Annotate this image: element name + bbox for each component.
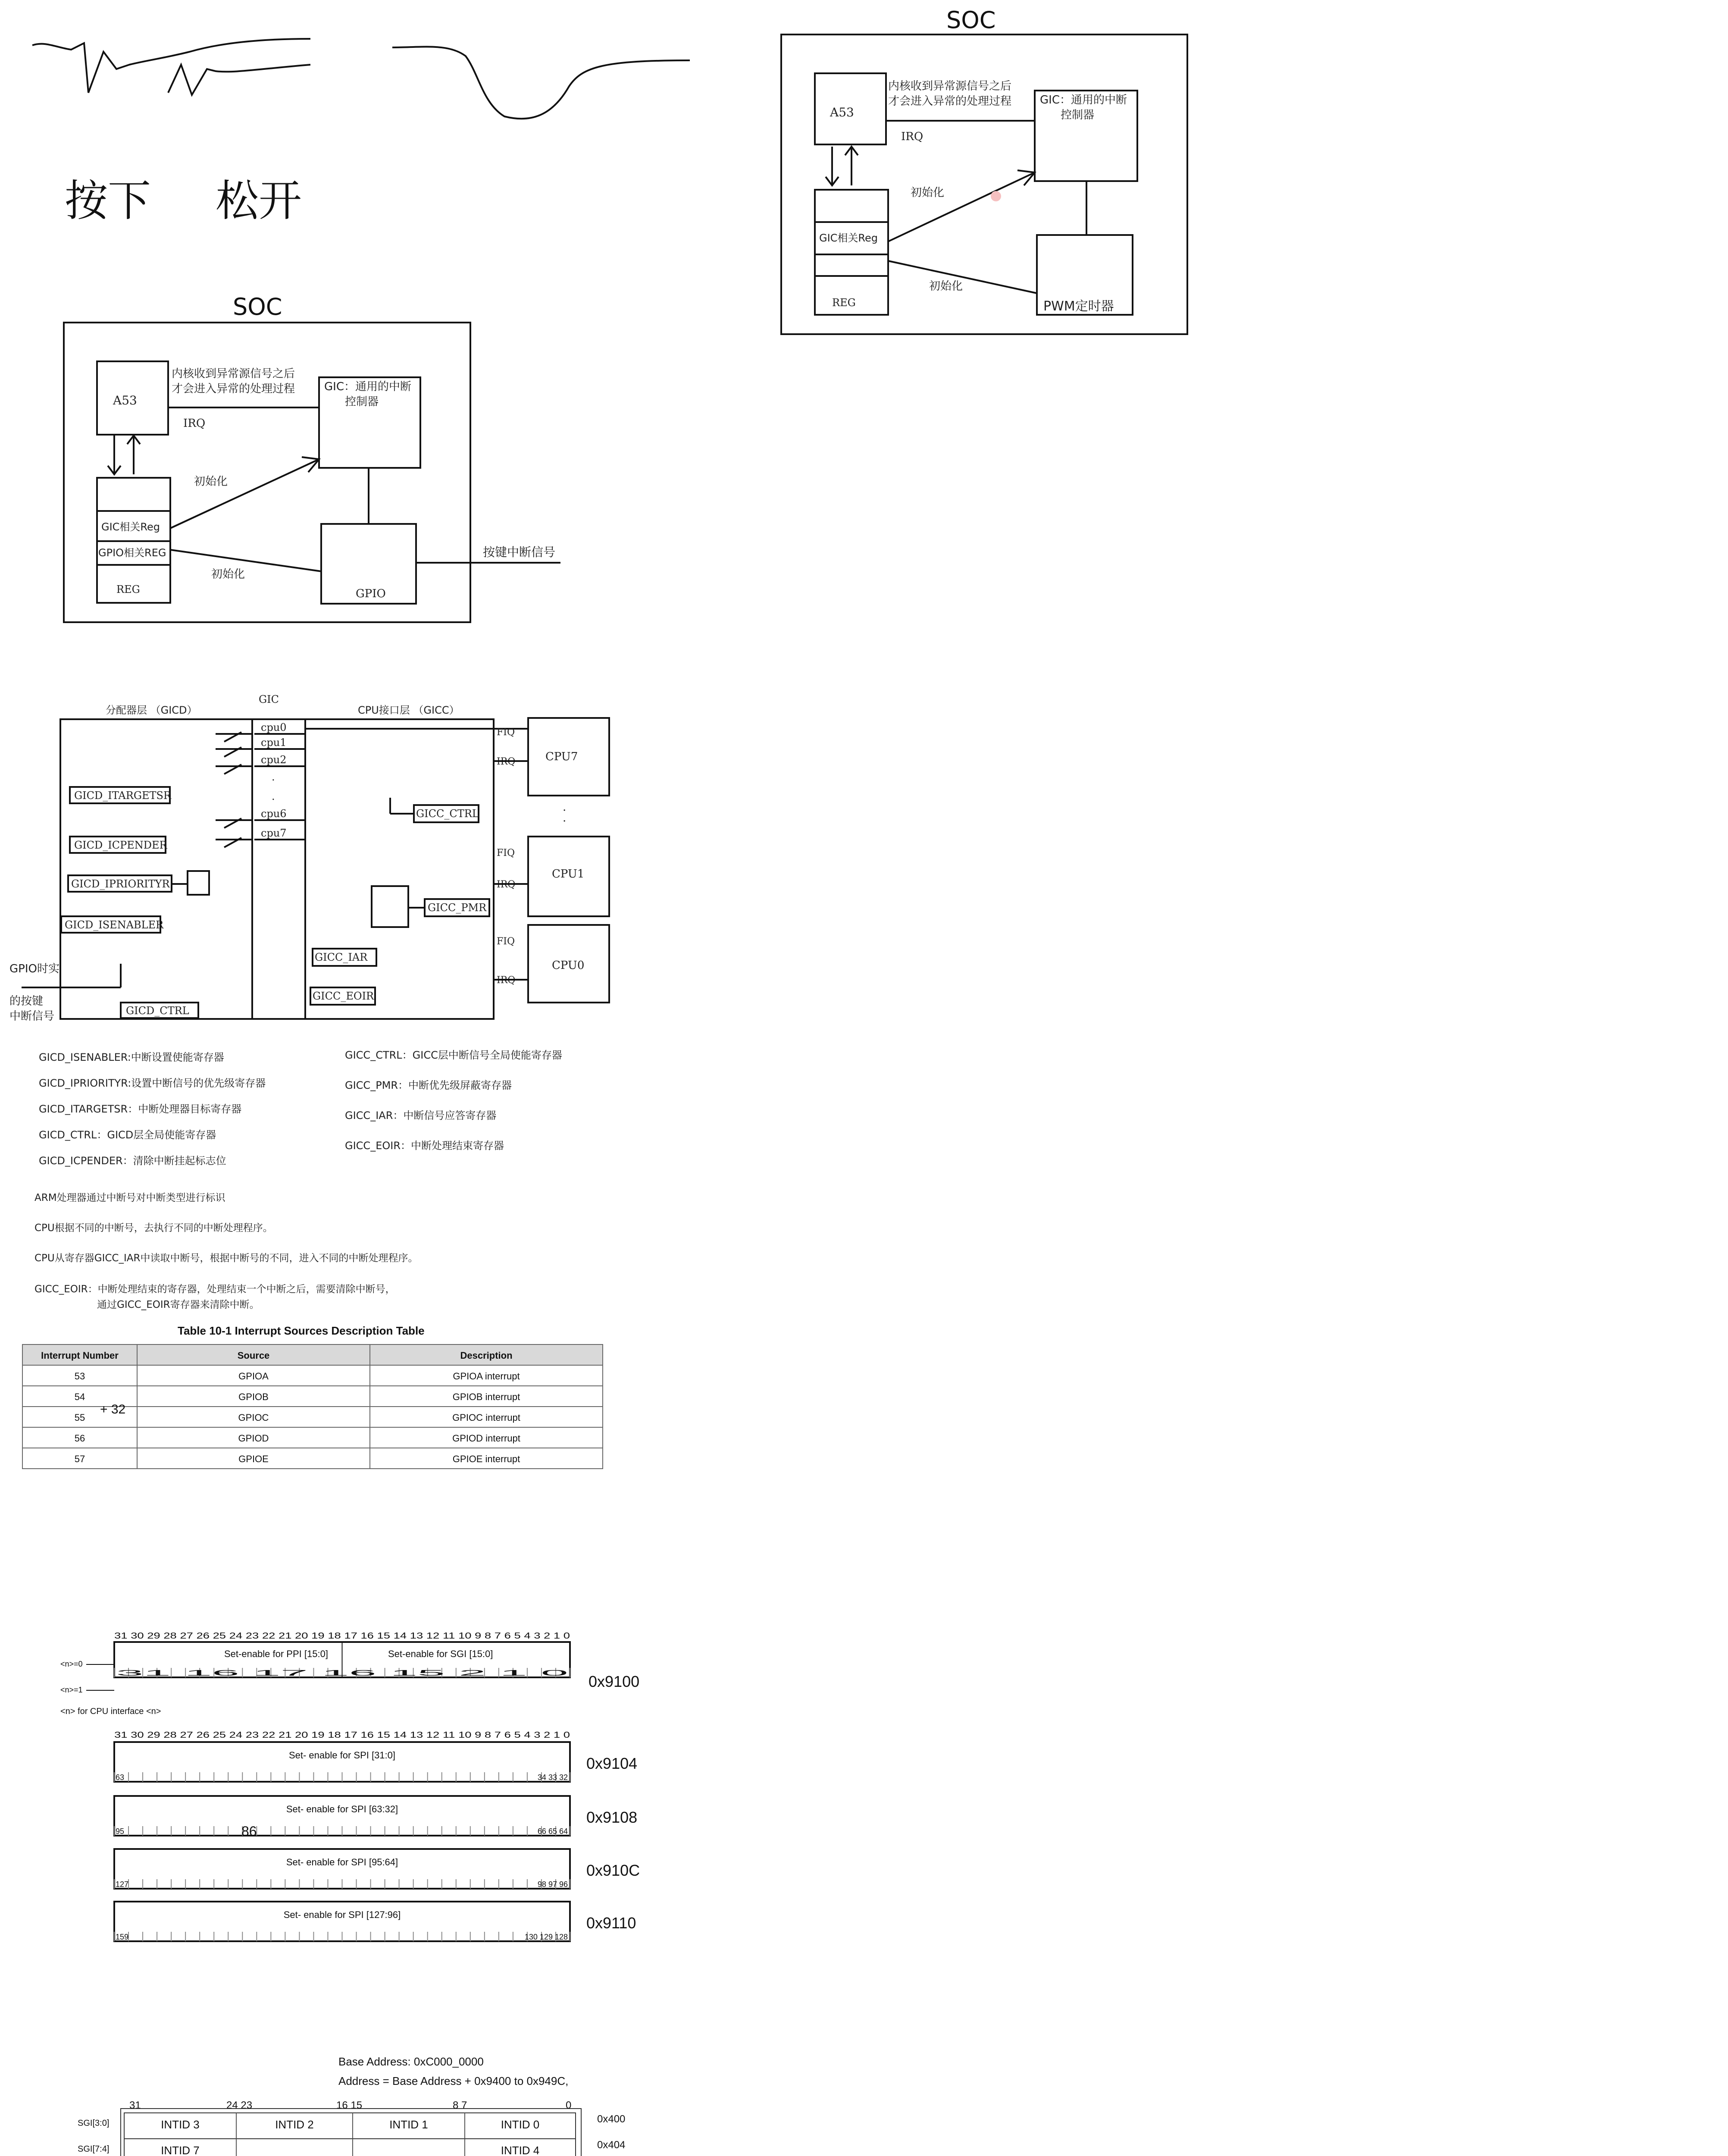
table-cell: GPIOC — [238, 1412, 269, 1423]
spi-address: 0x910C — [586, 1861, 640, 1879]
gic-label-2: 控制器 — [345, 395, 379, 408]
note-1: CPU根据不同的中断号，去执行不同的中断处理程序。 — [34, 1222, 273, 1234]
gicc-pmr: GICC_PMR — [428, 902, 487, 914]
n1-label: <n>=1 — [60, 1686, 83, 1694]
irq-label: IRQ — [183, 417, 206, 430]
def-left-2: GICD_ITARGETSR：中断处理器目标寄存器 — [39, 1103, 242, 1115]
table-cell: GPIOE — [238, 1454, 269, 1464]
key-waveform — [32, 39, 690, 119]
header-cell: Description — [460, 1350, 513, 1361]
bit-label: 31 — [129, 2100, 141, 2111]
table-cell: GPIOB interrupt — [452, 1391, 520, 1402]
note-line-1: 内核收到异常源信号之后 — [172, 367, 295, 380]
row-name: SGI[7:4] — [78, 2144, 110, 2154]
spi-low-bit: 127 — [116, 1880, 129, 1889]
gpio-reg: GPIO相关REG — [98, 547, 166, 559]
gicc-iar: GICC_IAR — [315, 951, 368, 963]
note-3: GICC_EOIR：中断处理结束的寄存器，处理结束一个中断之后，需要清除中断号， — [34, 1284, 395, 1295]
table-cell: GPIOC interrupt — [452, 1412, 520, 1423]
table-cell: 53 — [74, 1371, 85, 1382]
spi-label: Set- enable for SPI [63:32] — [286, 1804, 398, 1814]
gpio-source-2: 的按键 — [9, 995, 44, 1008]
gic-label-1: GIC：通用的中断 — [324, 380, 411, 393]
init-label-1: 初始化 — [911, 186, 945, 199]
cpu-bus-label: cpu1 — [261, 736, 287, 749]
note-4: 通过GICC_EOIR寄存器来清除中断。 — [97, 1299, 260, 1310]
press-label: 按下 — [65, 175, 151, 226]
n0-label: <n>=0 — [60, 1660, 83, 1668]
address-0x9100: 0x9100 — [589, 1673, 640, 1690]
gicd-icpender: GICD_ICPENDER — [74, 839, 167, 851]
cpu-interface-label: <n> for CPU interface <n> — [60, 1707, 161, 1716]
header-cell: Source — [237, 1350, 270, 1361]
def-left-3: GICD_CTRL：GICD层全局使能寄存器 — [39, 1129, 216, 1141]
def-right-2: GICC_IAR：中断信号应答寄存器 — [345, 1109, 497, 1122]
table-cell: 56 — [74, 1433, 85, 1444]
cpu-bus-label: cpu6 — [261, 808, 287, 820]
bit-markers: 31 16 17 16 15 2 1 0 — [116, 1669, 568, 1677]
init-label-2: 初始化 — [211, 568, 245, 581]
spi-low-bit: 63 — [116, 1773, 125, 1782]
fiq-label: FIQ — [497, 848, 515, 859]
gic-label-1: GIC：通用的中断 — [1040, 94, 1127, 107]
note-line-1: 内核收到异常源信号之后 — [888, 80, 1012, 93]
cpu7-core: CPU7 — [545, 750, 578, 763]
irq-label: IRQ — [497, 975, 516, 986]
intid-cell: INTID 4 — [501, 2144, 540, 2156]
note-2: CPU从寄存器GICC_IAR中读取中断号，根据中断号的不同，进入不同的中断处理程序。 — [34, 1253, 418, 1264]
row-address: 0x400 — [597, 2113, 626, 2125]
dots: . — [563, 801, 567, 814]
def-left-1: GICD_IPRIORITYR:设置中断信号的优先级寄存器 — [39, 1077, 266, 1089]
spi-high-bits: 66 65 64 — [537, 1827, 568, 1836]
ppi-label: Set-enable for PPI [15:0] — [224, 1648, 328, 1659]
cpu-bus-label: cpu7 — [261, 827, 287, 839]
gicd-itargetsr: GICD_ITARGETSR — [74, 790, 172, 802]
soc-title: SOC — [946, 6, 996, 34]
gicc-eoir: GICC_EOIR — [313, 990, 374, 1002]
reg-label: REG — [832, 297, 856, 309]
def-left-0: GICD_ISENABLER:中断设置使能寄存器 — [39, 1051, 224, 1063]
intid-cell: INTID 7 — [161, 2144, 200, 2156]
gic-label-2: 控制器 — [1061, 109, 1095, 122]
table-cell: 54 — [74, 1391, 85, 1402]
interrupt-source-table — [22, 1324, 603, 1469]
gicd-ctrl: GICD_CTRL — [126, 1005, 189, 1017]
spi-high-bits: 98 97 96 — [537, 1880, 568, 1889]
def-right-0: GICC_CTRL：GICC层中断信号全局使能寄存器 — [345, 1049, 562, 1061]
spi-label: Set- enable for SPI [127:96] — [283, 1909, 401, 1920]
a53-core: A53 — [830, 105, 854, 119]
irq-label: IRQ — [497, 879, 516, 890]
spi-low-bit: 159 — [116, 1933, 129, 1941]
gic-reg: GIC相关Reg — [101, 521, 160, 533]
table-cell: GPIOD interrupt — [452, 1433, 520, 1444]
table-annotation: + 32 — [100, 1402, 126, 1416]
intid-cell: INTID 2 — [275, 2118, 314, 2131]
sgi-label: Set-enable for SGI [15:0] — [388, 1648, 493, 1659]
row-address: 0x404 — [597, 2139, 626, 2151]
gic-top-label: GIC — [259, 693, 279, 705]
init-label-2: 初始化 — [929, 280, 963, 293]
note-line-2: 才会进入异常的处理过程 — [888, 95, 1012, 108]
register-definitions — [34, 1049, 562, 1310]
table-caption: Table 10-1 Interrupt Sources Description Table — [178, 1324, 425, 1337]
gicd-ipriorityr: GICD_IPRIORITYR — [71, 878, 170, 890]
header-cell: Interrupt Number — [41, 1350, 119, 1361]
release-label: 松开 — [216, 175, 302, 226]
irq-label: IRQ — [901, 130, 923, 143]
cpu-bus-dots: . — [272, 771, 275, 783]
soc-pwm-diagram — [781, 6, 1187, 334]
bit-label: 0 — [566, 2100, 572, 2111]
spi-label: Set- enable for SPI [31:0] — [288, 1750, 396, 1761]
intid-cell: INTID 1 — [389, 2118, 428, 2131]
table-cell: 57 — [74, 1454, 85, 1464]
gic-reg: GIC相关Reg — [819, 232, 878, 244]
soc-title: SOC — [233, 293, 282, 320]
row-name: SGI[3:0] — [78, 2118, 110, 2128]
bit-label: 8 7 — [453, 2100, 467, 2111]
irq-label: IRQ — [497, 756, 516, 767]
init-label-1: 初始化 — [194, 475, 228, 488]
spi-address: 0x9110 — [586, 1914, 636, 1932]
cpu-bus-dots: . — [272, 790, 275, 802]
cpu-bus-label: cpu0 — [261, 721, 287, 733]
distributor-label: 分配器层 （GICD） — [106, 704, 197, 716]
table-cell: GPIOA interrupt — [453, 1371, 520, 1382]
fiq-label: FIQ — [497, 727, 515, 738]
spi-low-bit: 95 — [116, 1827, 125, 1836]
table-cell: GPIOB — [238, 1391, 269, 1402]
bit-label: 24 23 — [226, 2100, 253, 2111]
spi-high-bits: 130 129 128 — [524, 1933, 568, 1941]
table-cell: GPIOA — [238, 1371, 269, 1382]
def-right-3: GICC_EOIR：中断处理结束寄存器 — [345, 1140, 504, 1152]
def-left-4: GICD_ICPENDER：清除中断挂起标志位 — [39, 1155, 226, 1167]
set-enable-registers — [60, 1631, 640, 1941]
gicc-ctrl: GICC_CTRL — [416, 808, 479, 820]
spi-label: Set- enable for SPI [95:64] — [286, 1857, 398, 1868]
red-mark — [991, 191, 1001, 201]
annotation-86: 86 — [241, 1824, 257, 1839]
note-0: ARM处理器通过中断号对中断类型进行标识 — [34, 1192, 225, 1203]
gpio-source-3: 中断信号 — [9, 1010, 55, 1023]
intid-cell: INTID 3 — [161, 2118, 200, 2131]
address-formula: Address = Base Address + 0x9400 to 0x949C, — [338, 2075, 569, 2087]
gic-architecture — [9, 693, 609, 1023]
pwm-block: PWM定时器 — [1043, 299, 1114, 314]
a53-core: A53 — [113, 393, 137, 407]
cpu0-core: CPU0 — [552, 959, 585, 972]
cpu-bus-label: cpu2 — [261, 754, 287, 766]
gicd-isenabler: GICD_ISENABLER — [65, 919, 164, 931]
bit-numbers: 31 30 29 28 27 26 25 24 23 22 21 20 19 18 17 16 15 14 13 12 11 10 9 8 7 6 5 4 3 2 1 0 — [114, 1730, 570, 1740]
base-address: Base Address: 0xC000_0000 — [338, 2055, 484, 2068]
reg-label: REG — [116, 583, 140, 595]
intid-cell: INTID 0 — [501, 2118, 540, 2131]
cpu1-core: CPU1 — [552, 868, 585, 881]
gpio-block: GPIO — [356, 587, 386, 600]
def-right-1: GICC_PMR：中断优先级屏蔽寄存器 — [345, 1079, 512, 1091]
key-signal-label: 按键中断信号 — [483, 545, 556, 559]
spi-address: 0x9104 — [586, 1755, 638, 1772]
cpu-interface-label: CPU接口层 （GICC） — [358, 704, 460, 716]
table-cell: GPIOD — [238, 1433, 269, 1444]
priority-registers — [69, 2055, 637, 2156]
soc-gpio-diagram — [64, 293, 560, 622]
spi-high-bits: 34 33 32 — [537, 1773, 568, 1782]
note-line-2: 才会进入异常的处理过程 — [172, 382, 295, 395]
dots: . — [563, 812, 567, 824]
bit-numbers: 31 30 29 28 27 26 25 24 23 22 21 20 19 18 17 16 15 14 13 12 11 10 9 8 7 6 5 4 3 2 1 0 — [114, 1631, 570, 1641]
table-cell: GPIOE interrupt — [452, 1454, 520, 1464]
fiq-label: FIQ — [497, 936, 515, 947]
spi-address: 0x9108 — [586, 1808, 638, 1826]
table-cell: 55 — [74, 1412, 85, 1423]
bit-label: 16 15 — [336, 2100, 363, 2111]
gpio-source-1: GPIO时实 — [9, 962, 59, 975]
